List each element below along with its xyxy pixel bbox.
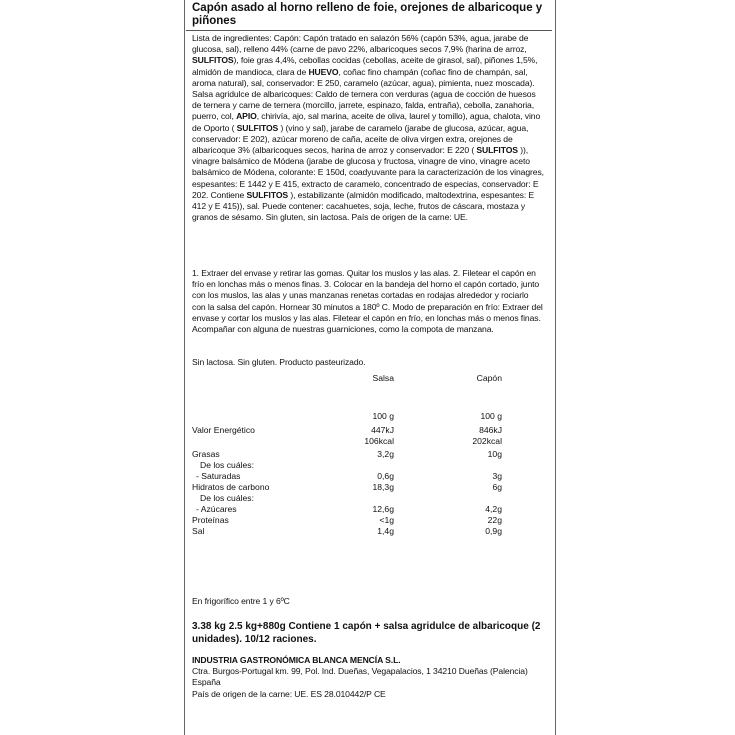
nutrition-row [192,411,544,422]
net-content: 3.38 kg 2.5 kg+880g Contiene 1 capón + salsa agridulce de albaricoque (2 unidades). 10/12 raciones. [192,621,541,645]
salsa-value: 18,3g [372,482,394,492]
salsa-value: <1g [379,515,394,525]
preparation-instructions: 1. Extraer del envase y retirar las gomas. Quitar los muslos y las alas. 2. Filetear el capón en frío en lonchas más o menos finas. 3. Colocar en la bandeja del horno el capón cortado, junto con los muslos, las alas y unas manzanas renetas cortadas en rodajas alrededor y rociarlo con la salsa del capón. Hornear 30 minutos a 180º C. Modo de preparación en frío: Extraer del envase y cortar los muslos y las alas. Filetear el capón en frío, en lonchas más o menos finas. Acompañar con alguna de nuestras guarniciones, como la compota de manzana. [192,268,543,335]
nutrition-row [192,493,544,504]
nutrition-row [192,482,544,493]
nutrient-name: Sal [192,526,205,536]
salsa-value: 447kJ [371,425,394,435]
capon-value: 6g [492,482,502,492]
allergen-text: SULFITOS [236,122,279,133]
capon-value: 4,2g [485,504,502,514]
capon-value: 22g [487,515,502,525]
capon-value: 0,9g [485,526,502,536]
salsa-value: 0,6g [377,471,394,481]
manufacturer-name: INDUSTRIA GASTRONÓMICA BLANCA MENCÍA S.L. [192,655,401,665]
capon-value: 100 g [480,411,502,421]
nutrition-row [192,515,544,526]
ingredient-text: Lista de ingredientes: Capón: Capón tratado en salazón 56% (capón 53%, agua, jarabe de glucosa, sal), relleno 44% (carne de pavo 22%, albaricoques secos 7,9% (harina de arroz, [192,33,529,55]
nutrient-name: De los cuáles: [200,460,254,470]
ingredient-text: )), vinagre balsámico de Módena (jarabe de glucosa y fructosa, vinagre de vino, vinagre aceto balsámico de Módena, colorante: E 150d, coadyuvante para la caracterización de los vinagres, espesantes: E 1442 y E 415, extracto de caramelo, concentrado de especias, conservador: E 202. Contiene [192,145,544,200]
nutrient-name: Grasas [192,449,220,459]
nutrition-row [192,436,544,447]
nutrition-header-row [192,373,544,384]
capon-value: 846kJ [479,425,502,435]
product-notes: Sin lactosa. Sin gluten. Producto pasteurizado. [192,357,366,367]
nutrition-row [192,526,544,537]
allergen-text: SULFITOS [476,145,518,156]
storage-instructions: En frigorífico entre 1 y 6ºC [192,596,290,606]
salsa-value: 106kcal [364,436,394,446]
allergen-text: SULFITOS [192,55,234,66]
title-divider [186,30,552,31]
nutrient-name: De los cuáles: [200,493,254,503]
nutrition-row [192,425,544,436]
salsa-value: 12,6g [372,504,394,514]
capon-value: 202kcal [472,436,502,446]
ingredient-text: ), foie gras 4,4%, cebollas cocidas (cebollas, aceite de girasol, sal), piñones 1,5%, almidón de mandioca, clara de [192,55,538,77]
salsa-value: 100 g [372,411,394,421]
nutrient-name: - Azúcares [196,504,237,514]
product-title: Capón asado al horno relleno de foie, orejones de albaricoque y piñones [192,2,543,27]
nutrition-header-salsa: Salsa [372,373,394,383]
manufacturer-address: Ctra. Burgos-Portugal km. 99, Pol. Ind. Dueñas, Vegapalacios, 1 34210 Dueñas (Palencia) España [192,666,528,688]
nutrient-name: Hidratos de carbono [192,482,270,492]
ingredients-list [192,33,544,223]
ingredient-text: ) (vino y sal), jarabe de caramelo (jarabe de glucosa, azúcar, agua, conservador: E 202), azúcar moreno de caña, aceite de oliva virgen extra, orejones de albaricoque 3% (albaricoques secos, harina de arroz y conservador: E 220 ( [192,122,529,156]
capon-value: 10g [487,449,502,459]
nutrient-name: Proteínas [192,515,229,525]
ingredient-text: ), estabilizante (almidón modificado, maltodextrina, espesantes: E 412 y E 415)), sal. Puede contener: cacahuetes, soja, leche, frutos de cáscara, mostaza y granos de sésamo. Sin gluten, sin lactosa. País de origen de la carne: UE. [192,189,535,223]
ingredient-text: , chirivía, ajo, sal marina, aceite de oliva, laurel y tomillo), agua, chalota, vino de Oporto ( [192,111,541,133]
allergen-text: HUEVO [308,66,339,77]
manufacturer-info [192,655,544,700]
allergen-text: APIO [236,111,257,122]
capon-value: 3g [492,471,502,481]
salsa-value: 1,4g [377,526,394,536]
meat-origin: País de origen de la carne: UE. ES 28.010442/P CE [192,688,386,699]
nutrition-row [192,449,544,460]
nutrient-name: Valor Energético [192,425,255,435]
nutrition-row [192,471,544,482]
allergen-text: SULFITOS [246,189,289,200]
nutrient-name: - Saturadas [196,471,241,481]
ingredient-text: , coñac fino champán (coñac fino de champán, sal, aroma natural), sal, conservador: E 250, caramelo (azúcar, agua), pimienta, nuez moscada). Salsa agridulce de albaricoques: Caldo de ternera con verduras (agua de cocción de huesos de ternera y carne de ternera (morcillo, jarrete, espinazo, falda, entraña), cebolla, zanahoria, puerro, col, [192,66,536,122]
salsa-value: 3,2g [377,449,394,459]
nutrition-row [192,504,544,515]
nutrition-header-capon: Capón [476,373,502,383]
nutrition-row [192,460,544,471]
